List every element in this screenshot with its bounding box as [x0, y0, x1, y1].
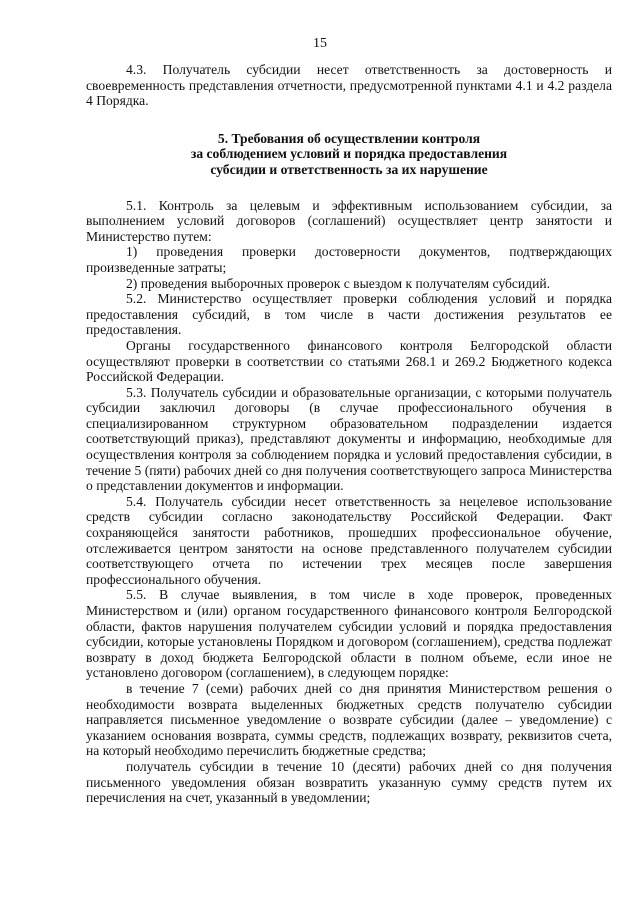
paragraph-5-1-item-1: 1) проведения проверки достоверности документов, подтверждающих произведенные затраты;	[86, 244, 612, 275]
document-body	[86, 62, 612, 806]
paragraph-5-3: 5.3. Получатель субсидии и образовательные организации, с которыми получатель субсидии заключил договоры (в случае профессионального обучения в специализированном структурном образовательном подразделении издается соответствующий приказ), представляют документы и информацию, необходимые для осуществления контроля за соблюдением порядка и условий предоставления субсидии, в течение 5 (пяти) рабочих дней со дня получения соответствующего запроса Министерства о представлении документов и информации.	[86, 384, 612, 494]
paragraph-5-2-organs: Органы государственного финансового контроля Белгородской области осуществляют проверки в соответствии со статьями 268.1 и 269.2 Бюджетного кодекса Российской Федерации.	[86, 337, 612, 385]
heading-line-1: 5. Требования об осуществлении контроля	[217, 130, 481, 146]
paragraph-5-5: 5.5. В случае выявления, в том числе в ходе проверок, проведенных Министерством и (или) органом государственного финансового контроля Белгородской области, фактов нарушения получателем субсидии условий и порядка предоставления субсидии, которые установлены Порядком и договором (соглашением), средства подлежат возврату в доход бюджета Белгородской области в полном объеме, если иное не установлено договором (соглашением), в следующем порядке:	[86, 587, 612, 681]
paragraph-5-5-step-1: в течение 7 (семи) рабочих дней со дня принятия Министерством решения о необходимости возврата выделенных бюджетных средств получателю субсидии направляется письменное уведомление о возврате субсидии (далее – уведомление) с указанием основания возврата, суммы средств, подлежащих возврату, реквизитов счета, на который необходимо перечислить бюджетные средства;	[86, 680, 612, 759]
paragraph-5-1: 5.1. Контроль за целевым и эффективным использованием субсидии, за выполнением условий договоров (соглашений) осуществляет центр занятости и Министерство путем:	[86, 197, 612, 244]
section-5-heading	[86, 131, 612, 178]
page-number: 15	[313, 36, 327, 51]
paragraph-5-1-item-2: 2) проведения выборочных проверок с выездом к получателям субсидий.	[126, 275, 551, 291]
paragraph-5-4: 5.4. Получатель субсидии несет ответственность за нецелевое использование средств субсидии согласно законодательству Российской Федерации. Факт сохраняющейся занятости работников, прошедших профессиональное обучение, отслеживается центром занятости на основе представленного получателем субсидии соответствующего отчета по истечении трех месяцев после завершения профессионального обучения.	[86, 493, 612, 587]
paragraph-5-2: 5.2. Министерство осуществляет проверки соблюдения условий и порядка предоставления субсидий, в том числе в части достижения результатов ее предоставления.	[86, 291, 612, 338]
paragraph-5-5-step-2: получатель субсидии в течение 10 (десяти) рабочих дней со дня получения письменного уведомления обязан возвратить указанную сумму средств путем их перечисления на счет, указанный в уведомлении;	[86, 758, 612, 806]
heading-line-3: субсидии и ответственность за их нарушение	[210, 161, 488, 177]
paragraph-4-3: 4.3. Получатель субсидии несет ответственность за достоверность и своевременность представления отчетности, предусмотренной пунктами 4.1 и 4.2 раздела 4 Порядка.	[86, 62, 612, 109]
heading-line-2: за соблюдением условий и порядка предоставления	[190, 146, 508, 162]
